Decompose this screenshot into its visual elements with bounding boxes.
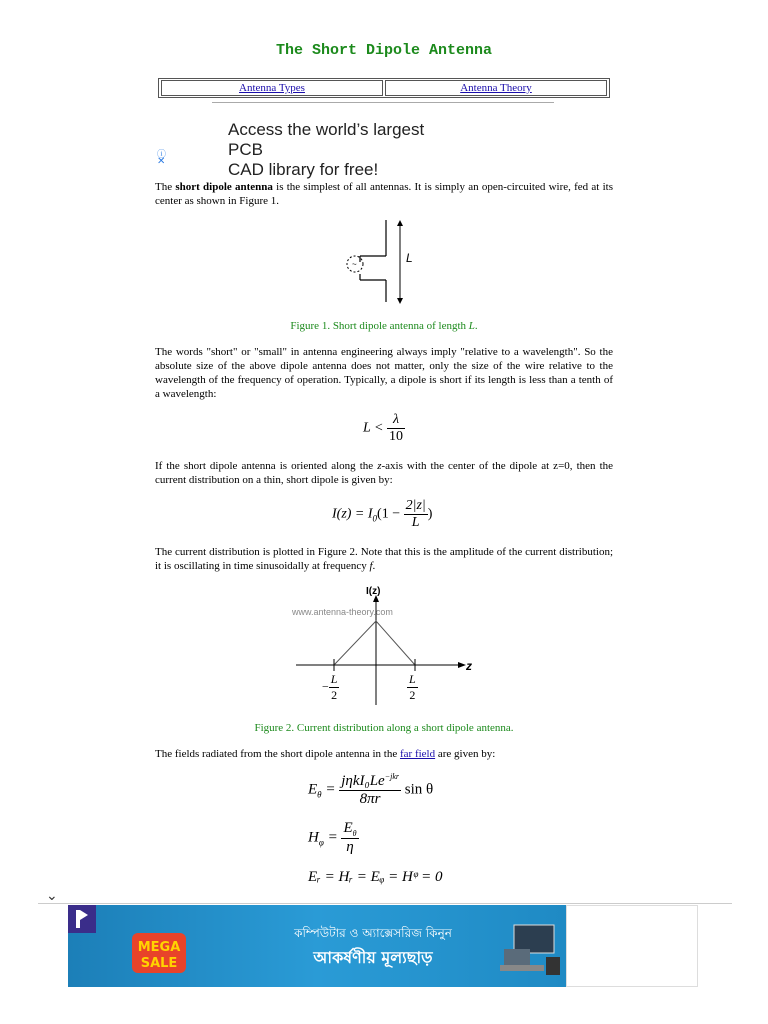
bottom-advertisement[interactable] xyxy=(68,905,698,987)
equation-zero-fields: Eᵣ = Hᵣ = Eᵩ = Hᵠ = 0 xyxy=(308,869,443,885)
figure2-x-axis-label: z xyxy=(466,659,472,673)
figure2-current-plot xyxy=(290,585,480,710)
nav-cell-antenna-theory xyxy=(385,80,607,96)
ad-banner[interactable] xyxy=(68,905,566,987)
equation-length-condition: L < $\frac{\lambda}{10}$ xyxy=(363,412,403,444)
ad-line1: কম্পিউটার ও অ্যাক্সেসরিজ কিনুন xyxy=(294,926,452,940)
paragraph-relative-size: The words "short" or "small" in antenna engineering always imply "relative to a wavelength". So the absolute size of the above dipole antenna does not matter, only the size of the wire relative to the wavelength of the frequency of operation. Typically, a dipole is short if its length is less than a tenth of a wavelength: xyxy=(155,346,613,400)
top-advertisement[interactable] xyxy=(155,110,457,179)
sale-text: SALE xyxy=(140,956,178,971)
figure2-right-tick-label: $\frac{L}{2}$ xyxy=(409,672,416,702)
close-icon[interactable]: ✕ xyxy=(157,156,166,167)
nav-table xyxy=(158,78,610,98)
mega-sale-badge xyxy=(124,921,196,979)
chevron-down-icon[interactable]: ⌄ xyxy=(46,888,58,904)
equation-current-distribution: $I(z) = I_0(1$ − $\frac{2|z|}{L}$ ) xyxy=(332,498,433,530)
figure1-caption: Figure 1. Short dipole antenna of length L. xyxy=(290,320,478,332)
info-icon[interactable]: ⓘ xyxy=(157,149,167,159)
ad-line2: আকর্ষণীয় মূল্যছাড় xyxy=(313,948,433,967)
bottom-divider xyxy=(38,903,732,904)
figure1-dipole-diagram xyxy=(338,218,428,306)
figure2-watermark: www.antenna-theory.com xyxy=(292,607,393,617)
nav-link-antenna-types[interactable]: Antenna Types xyxy=(239,82,305,94)
equation-h-phi: $H_\varphi$ = $\frac{E_\theta}{\eta}$ xyxy=(308,820,357,855)
page-title: The Short Dipole Antenna xyxy=(275,42,493,59)
mega-text: MEGA xyxy=(137,940,181,955)
horizontal-rule xyxy=(212,102,554,103)
ad-text-line2: CAD library for free! xyxy=(228,160,379,179)
equation-e-theta: $E_\theta$ = $\frac{j\eta kI_0Le^{-jkr}}{8\pi r}$ sin θ xyxy=(308,772,434,807)
intro-paragraph: The short dipole antenna is the simplest of all antennas. It is simply an open-circuited wire, fed at its center as shown in Figure 1. xyxy=(155,181,614,207)
ad-text-line1: Access the world’s largest PCB xyxy=(228,120,425,159)
figure1-length-label: L xyxy=(406,251,413,265)
intro-bold-term: short dipole antenna xyxy=(175,181,273,193)
svg-text:~: ~ xyxy=(352,260,357,269)
nav-cell-antenna-types xyxy=(161,80,383,96)
far-field-link[interactable]: far field xyxy=(399,748,436,760)
paragraph-current-plot: The current distribution is plotted in Figure 2. Note that this is the amplitude of the current distribution; it is oscillating in time sinusoidally at frequency f. xyxy=(155,546,613,572)
figure2-caption: Figure 2. Current distribution along a short dipole antenna. xyxy=(254,722,514,734)
ad-text[interactable] xyxy=(228,120,457,180)
ad-side-panel xyxy=(566,905,698,987)
nav-link-antenna-theory[interactable]: Antenna Theory xyxy=(460,82,532,94)
paragraph-orientation: If the short dipole antenna is oriented along the z-axis with the center of the dipole at z=0, then the current distribution on a thin, short dipole is given by: xyxy=(155,460,614,486)
figure2-left-tick-label: − $\frac{L}{2}$ xyxy=(322,672,338,702)
figure2-y-axis-label: I(z) xyxy=(366,586,381,597)
paragraph-far-field: The fields radiated from the short dipole antenna in the far field are given by: xyxy=(155,748,496,760)
ad-logo-icon xyxy=(68,905,96,933)
computer-product-icon xyxy=(500,919,562,977)
